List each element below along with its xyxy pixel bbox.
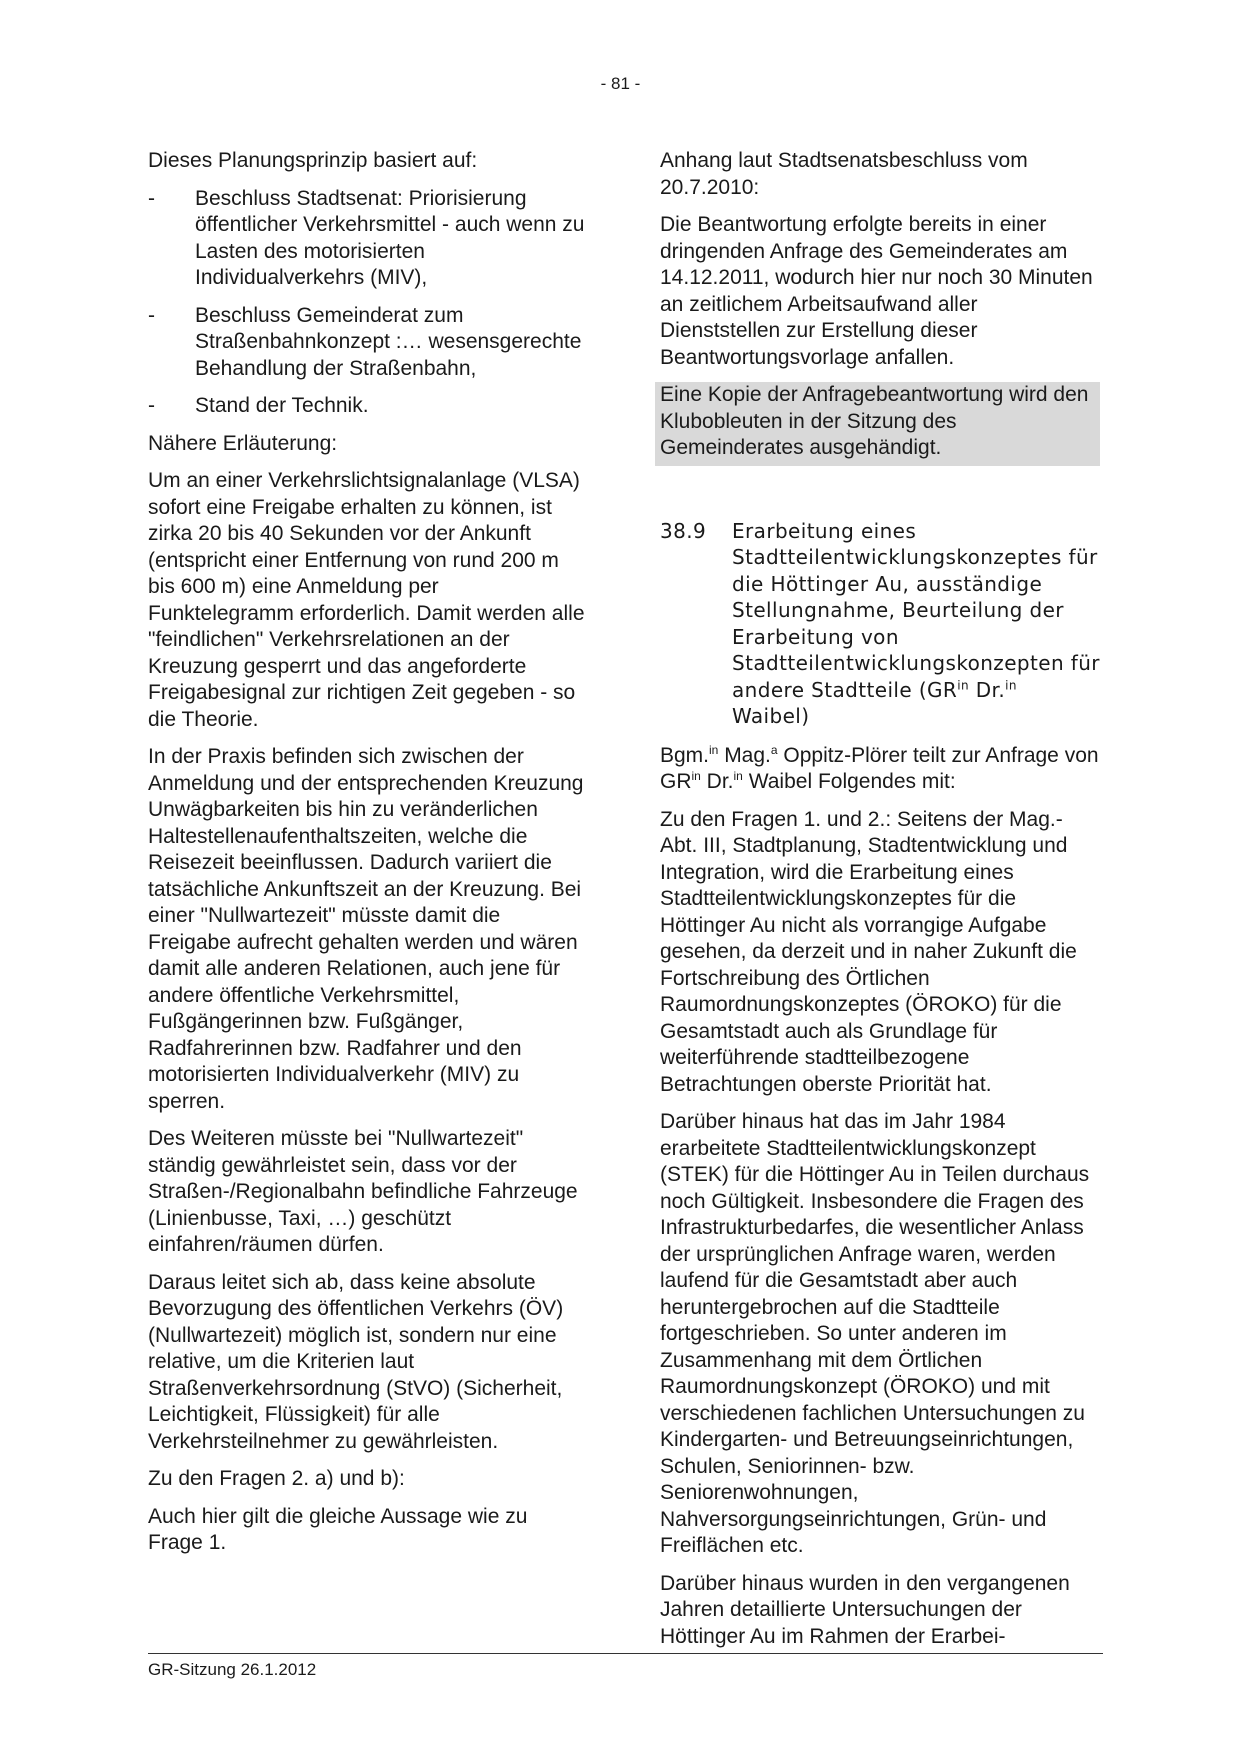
annex-note: Anhang laut Stadtsenatsbeschluss vom 20.7.2010: [660,149,1028,199]
paragraph: Darüber hinaus hat das im Jahr 1984 erarbeitete Stadtteilentwicklungskonzept (STEK) für die Höttinger Au in Teilen durchaus noch Gültigkeit. Insbesondere die Fragen des Infrastrukturbedarfes, die wesentlicher Anlass der ursprünglichen Anfrage waren, werden laufend für die Gesamtstadt aber auch heruntergebrochen auf die Stadtteile fortgeschrieben. So unter anderen im Zusammenhang mit dem Örtlichen Raumordnungskonzept (ÖROKO) und mit verschiedenen fachlichen Untersuchungen zu Kindergarten- und Betreuungseinrichtungen, Schulen, Seniorinnen- bzw. Seniorenwohnungen, Nahversorgungseinrichtungen, Grün- und Freiflächen etc. [660,1110,1090,1557]
paragraph: Nähere Erläuterung: [148,431,338,455]
speaker-intro: Bgm.$^{in}$ Mag.$^a$ Oppitz-Plörer teilt zur Anfrage von $GR^{in}$ Dr.$^{in}$ Waibel Folgendes mit: [660,742,1099,793]
footer-text: GR-Sitzung 26.1.2012 [148,1660,317,1679]
paragraph: Auch hier gilt die gleiche Aussage wie zu Frage 1. [148,1504,528,1554]
paragraph: Zu den Fragen 1. und 2.: Seitens der Mag.-Abt. III, Stadtplanung, Stadtentwicklung und Integration, wird die Erarbeitung eines Stadtteilentwicklungskonzeptes für die Höttinger Au nicht als vorrangige Aufgabe gesehen, da derzeit und in naher Zukunft die Fortschreibung des Örtlichen Raumordnungskonzeptes (ÖROKO) für die Gesamtstadt auch als Grundlage für weiterführende stadtteilbezogene Betrachtungen oberste Priorität hat. [660,807,1077,1096]
left-column [148,148,588,1568]
paragraph: Um an einer Verkehrslichtsignalanlage (VLSA) sofort eine Freigabe erhalten zu können, ist zirka 20 bis 40 Sekunden vor der Ankunft (entspricht einer Entfernung von rund 200 m bis 600 m) eine Anmeldung per Funktelegramm erforderlich. Damit werden alle "feindlichen" Verkehrsrelationen an der Kreuzung gesperrt und das angeforderte Freigabesignal zur richtigen Zeit gegeben - so die Theorie. [148,469,585,731]
section-number: 38.9 [660,518,707,543]
list-item-text: Beschluss Stadtsenat: Priorisierung öffentlicher Verkehrsmittel - auch wenn zu Lasten des motorisierten Individualverkehrs (MIV), [195,186,585,289]
right-column [660,148,1100,1661]
list-dash: - [148,303,155,327]
list-item [148,303,588,383]
list-item [148,186,588,292]
footer-divider [148,1653,1103,1654]
paragraph: Des Weiteren müsste bei "Nullwartezeit" ständig gewährleistet sein, dass vor der Straßen-/Regionalbahn befindliche Fahrzeuge (Linienbusse, Taxi, …) geschützt einfahren/räumen dürfen. [148,1127,578,1256]
section-title: Erarbeitung eines Stadtteilentwicklungskonzeptes für die Höttinger Au, ausständige Stellungnahme, Beurteilung der Erarbeitung von Stadtteilentwicklungskonzepten für andere Stadtteile ($GR^{in}$ Dr.$^{in}$ Waibel) [732,518,1100,728]
list-item-text: Stand der Technik. [195,394,369,417]
list-dash: - [148,394,155,417]
paragraph: Zu den Fragen 2. a) und b): [148,1467,405,1490]
list-item-text: Beschluss Gemeinderat zum Straßenbahnkonzept :… wesensgerechte Behandlung der Straßenbahn, [195,303,582,380]
paragraph: Daraus leitet sich ab, dass keine absolute Bevorzugung des öffentlichen Verkehrs (ÖV) (Nullwartezeit) möglich ist, sondern nur eine relative, um die Kriterien laut Straßenverkehrsordnung (StVO) (Sicherheit, Leichtigkeit, Flüssigkeit) für alle Verkehrsteilnehmer zu gewährleisten. [148,1270,564,1453]
paragraph: Darüber hinaus wurden in den vergangenen Jahren detaillierte Untersuchungen der Höttinger Au im Rahmen der Erarbei- [660,1571,1070,1648]
intro-text: Dieses Planungsprinzip basiert auf: [148,149,478,172]
list-dash: - [148,186,155,210]
list-item [148,393,588,420]
section-heading [660,518,1100,730]
page-number: - 81 - [600,74,641,93]
paragraph: In der Praxis befinden sich zwischen der Anmeldung und der entsprechenden Kreuzung Unwägbarkeiten bis hin zu veränderlichen Haltestellenaufenthaltszeiten, welche die Reisezeit beeinflussen. Dadurch variiert die tatsächliche Ankunftszeit an der Kreuzung. Bei einer "Nullwartezeit" müsste damit die Freigabe aufrecht gehalten werden und wären damit alle anderen Relationen, auch jene für andere öffentliche Verkehrsmittel, Fußgängerinnen bzw. Fußgänger, Radfahrerinnen bzw. Radfahrer und den motorisierten Individualverkehr (MIV) zu sperren. [148,745,584,1113]
answer-note: Die Beantwortung erfolgte bereits in einer dringenden Anfrage des Gemeinderates am 14.12.2011, wodurch hier nur noch 30 Minuten an zeitlichem Arbeitsaufwand aller Dienststellen zur Erstellung dieser Beantwortungsvorlage anfallen. [660,213,1093,369]
highlighted-note: Eine Kopie der Anfragebeantwortung wird den Klubobleuten in der Sitzung des Gemeinderates ausgehändigt. [655,382,1100,466]
